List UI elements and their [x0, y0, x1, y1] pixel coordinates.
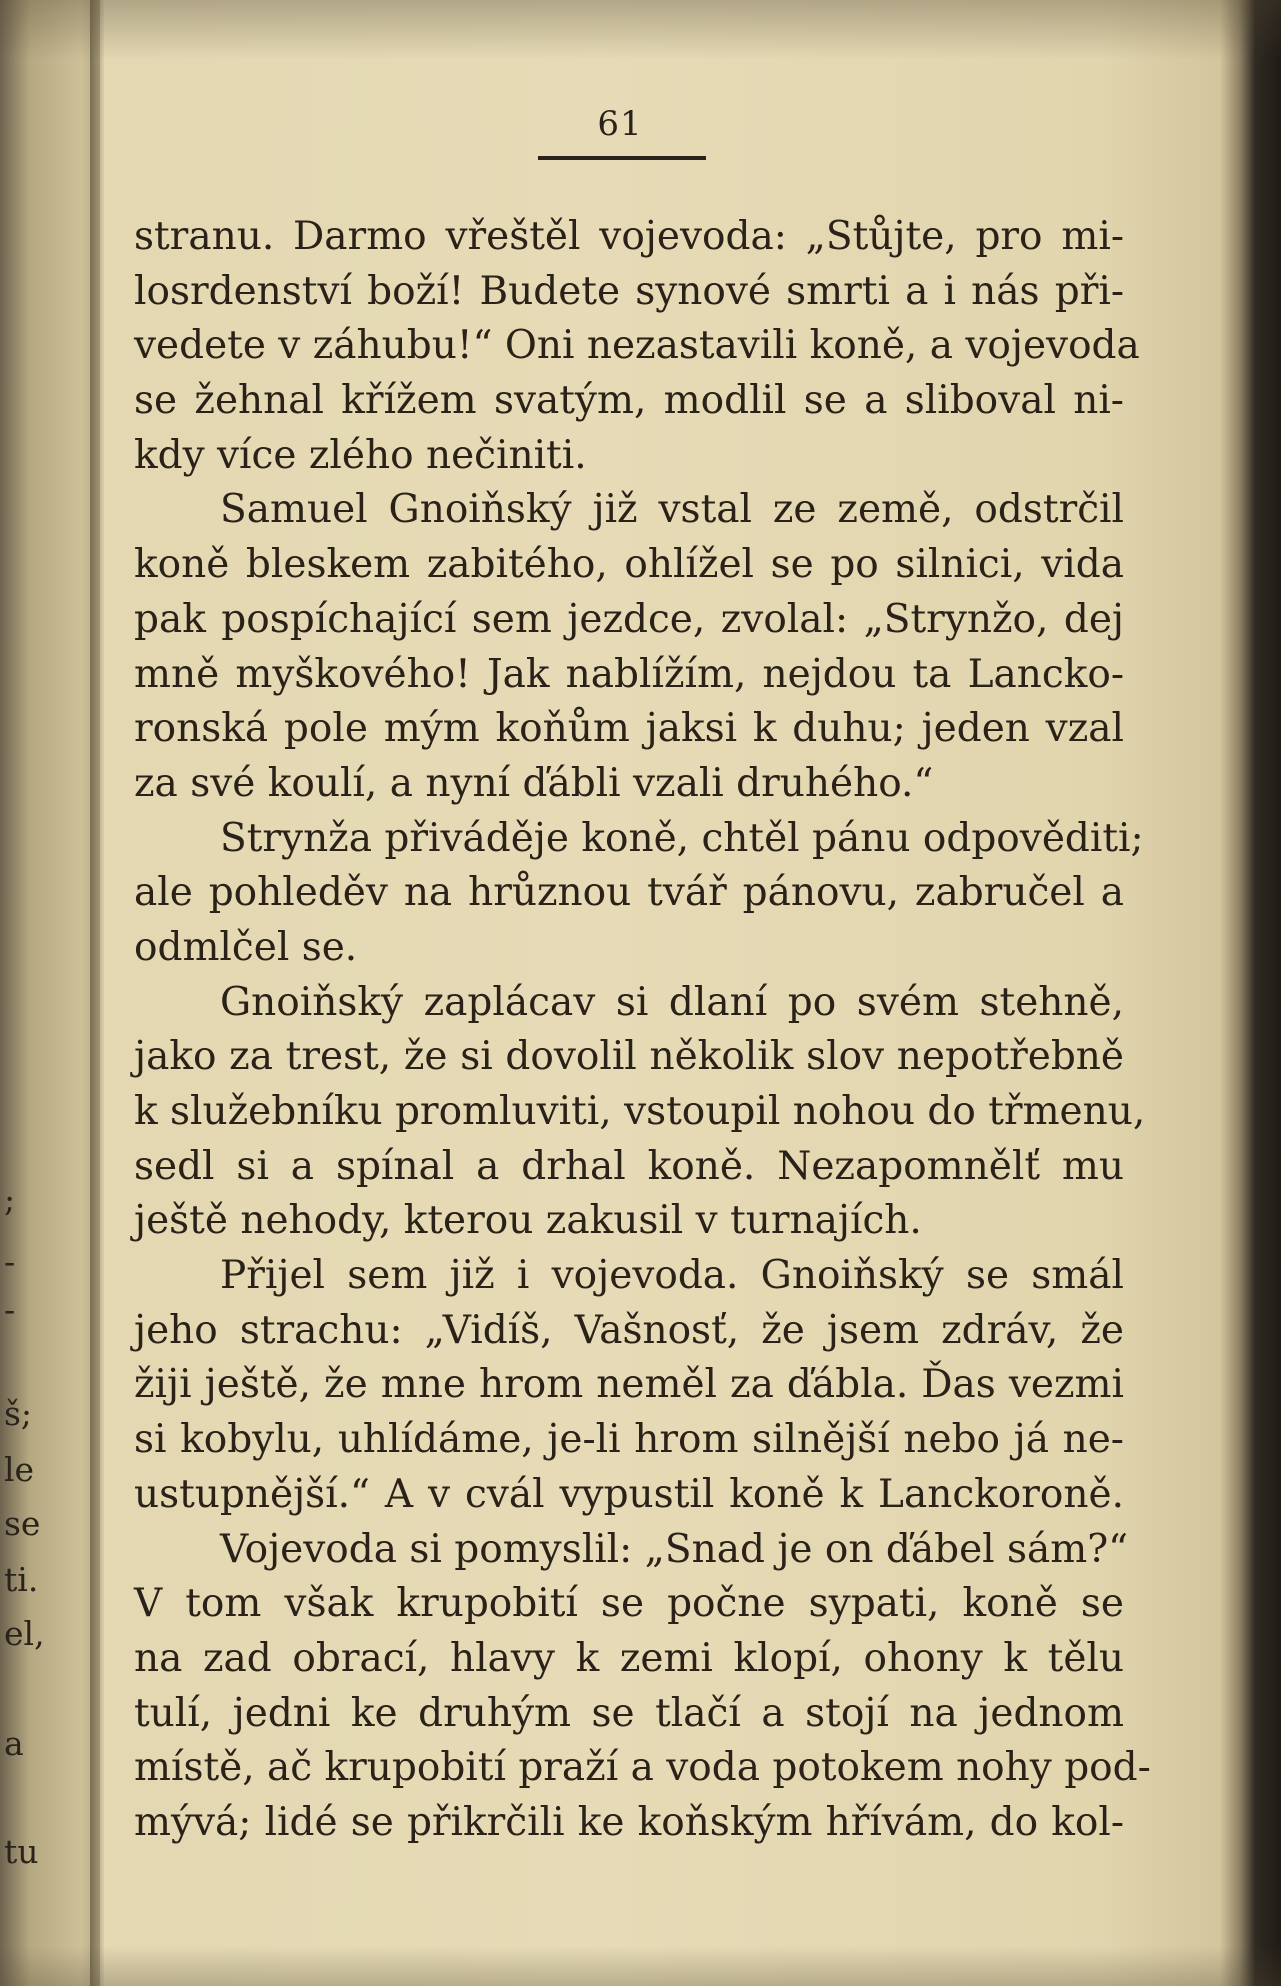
text-line: ustupnější.“ A v cvál vypustil koně k Lanckoroně.	[134, 1471, 1124, 1517]
text-line: ronská pole mým koňům jaksi k duhu; jeden vzal	[134, 706, 1124, 752]
text-line: ale pohleděv na hrůznou tvář pánovu, zabručel a	[134, 870, 1124, 916]
text-line: stranu. Darmo vřeštěl vojevoda: „Stůjte, pro mi-	[134, 214, 1124, 259]
margin-fragment: a	[4, 1724, 24, 1763]
text-line: odmlčel se.	[134, 924, 358, 970]
text-line: kdy více zlého nečiniti.	[134, 432, 587, 478]
text-line: za své koulí, a nyní ďábli vzali druhého.“	[134, 760, 934, 806]
bottom-edge-shadow	[0, 1946, 1281, 1986]
text-line: žiji ještě, že mne hrom neměl za ďábla. Ďas vezmi	[134, 1362, 1124, 1408]
text-line: ještě nehody, kterou zakusil v turnajích.	[134, 1198, 922, 1244]
text-line: si kobylu, uhlídáme, je-li hrom silnější nebo já ne-	[134, 1417, 1124, 1463]
text-line: tulí, jedni ke druhým se tlačí a stojí na jednom	[134, 1690, 1124, 1736]
top-edge-shadow	[0, 0, 1281, 60]
text-line: losrdenství boží! Budete synové smrti a i nás při-	[134, 268, 1124, 314]
text-line: pak pospíchající sem jezdce, zvolal: „Strynžo, dej	[134, 596, 1124, 642]
text-line: k služebníku promluviti, vstoupil nohou do třmenu,	[134, 1089, 1146, 1134]
previous-page-text-fragments	[4, 0, 64, 1986]
margin-fragment: tu	[4, 1832, 39, 1871]
text-line: Strynža přiváděje koně, chtěl pánu odpověditi;	[220, 815, 1144, 861]
text-line: mně myškového! Jak nablížím, nejdou ta Lancko-	[134, 651, 1124, 697]
text-line: se žehnal křížem svatým, modlil se a sliboval ni-	[134, 378, 1124, 424]
margin-fragment: el,	[4, 1614, 45, 1653]
text-line: Samuel Gnoiňský již vstal ze země, odstrčil	[220, 487, 1124, 533]
margin-fragment: ;	[4, 1180, 16, 1219]
text-line: Přijel sem již i vojevoda. Gnoiňský se smál	[220, 1253, 1124, 1299]
page-number: 61	[597, 104, 643, 144]
margin-fragment: ti.	[4, 1560, 39, 1599]
margin-fragment: -	[4, 1242, 16, 1281]
margin-fragment: le	[4, 1450, 35, 1489]
text-line: mývá; lidé se přikrčili ke koňským hřívám, do kol-	[134, 1799, 1124, 1845]
book-gutter-shadow	[90, 0, 104, 1986]
text-line: Gnoiňský zaplácav si dlaní po svém stehně,	[220, 979, 1124, 1025]
text-line: Vojevoda si pomyslil: „Snad je on ďábel sám?“	[220, 1526, 1129, 1572]
text-line: koně bleskem zabitého, ohlížel se po silnici, vida	[134, 542, 1124, 588]
body-text	[134, 210, 1151, 1851]
text-line: V tom však krupobití se počne sypati, koně se	[134, 1581, 1124, 1627]
page-number-rule	[538, 156, 706, 160]
text-line: sedl si a spínal a drhal koně. Nezapomnělť mu	[134, 1143, 1124, 1189]
text-line: místě, ač krupobití praží a voda potokem nohy pod-	[134, 1745, 1151, 1791]
text-line: na zad obrací, hlavy k zemi klopí, ohony k tělu	[134, 1635, 1124, 1681]
margin-fragment: -	[4, 1290, 16, 1329]
text-line: jeho strachu: „Vidíš, Vašnosť, že jsem zdráv, že	[134, 1307, 1124, 1353]
margin-fragment: se	[4, 1504, 41, 1543]
text-line: vedete v záhubu!“ Oni nezastavili koně, a vojevoda	[134, 323, 1140, 369]
margin-fragment: š;	[4, 1394, 33, 1433]
text-line: jako za trest, že si dovolil několik slov nepotřebně	[134, 1034, 1124, 1080]
